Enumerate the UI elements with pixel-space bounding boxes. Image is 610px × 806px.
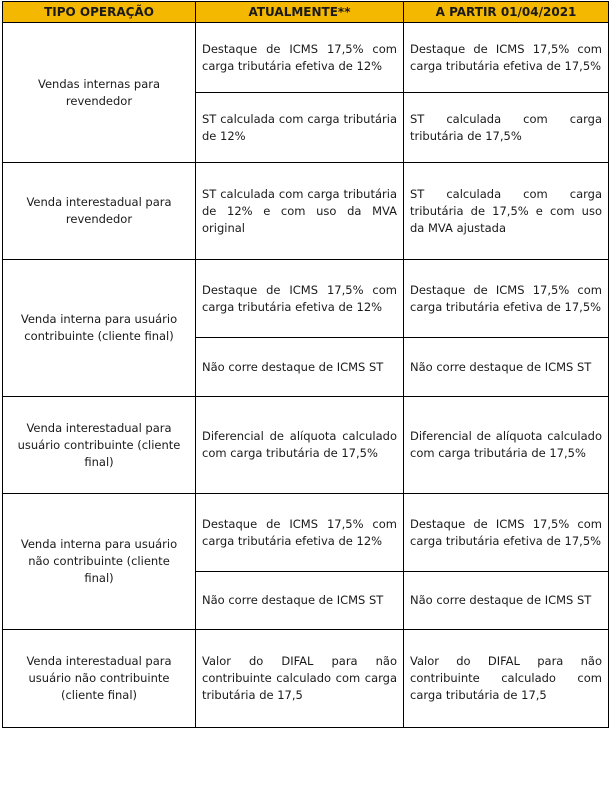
table-row	[3, 23, 609, 93]
table-row	[3, 630, 609, 728]
operation-cell: Vendas internas para revendedor	[3, 23, 196, 163]
new-rule-cell: Não corre destaque de ICMS ST	[404, 572, 609, 630]
icms-comparison-table	[2, 1, 609, 728]
header-row	[3, 2, 609, 23]
new-rule-cell: Destaque de ICMS 17,5% com carga tributária efetiva de 17,5%	[404, 494, 609, 572]
table-row	[3, 494, 609, 572]
current-cell: Valor do DIFAL para não contribuinte calculado com carga tributária de 17,5	[196, 630, 404, 728]
current-cell: Não corre destaque de ICMS ST	[196, 338, 404, 397]
new-rule-cell: Destaque de ICMS 17,5% com carga tributária efetiva de 17,5%	[404, 23, 609, 93]
new-rule-cell: ST calculada com carga tributária de 17,5%	[404, 93, 609, 163]
table-row	[3, 163, 609, 260]
current-cell: ST calculada com carga tributária de 12%	[196, 93, 404, 163]
new-rule-cell: Valor do DIFAL para não contribuinte calculado com carga tributária de 17,5	[404, 630, 609, 728]
operation-cell: Venda interestadual para revendedor	[3, 163, 196, 260]
new-rule-cell: Destaque de ICMS 17,5% com carga tributária efetiva de 17,5%	[404, 260, 609, 338]
new-rule-cell: Diferencial de alíquota calculado com carga tributária de 17,5%	[404, 397, 609, 494]
header-a-partir: A PARTIR 01/04/2021	[404, 2, 609, 23]
current-cell: Destaque de ICMS 17,5% com carga tributária efetiva de 12%	[196, 23, 404, 93]
operation-cell: Venda interestadual para usuário contribuinte (cliente final)	[3, 397, 196, 494]
operation-cell: Venda interna para usuário não contribuinte (cliente final)	[3, 494, 196, 630]
operation-cell: Venda interestadual para usuário não contribuinte (cliente final)	[3, 630, 196, 728]
header-tipo-operacao: TIPO OPERAÇÃO	[3, 2, 196, 23]
new-rule-cell: ST calculada com carga tributária de 17,5% e com uso da MVA ajustada	[404, 163, 609, 260]
current-cell: ST calculada com carga tributária de 12% e com uso da MVA original	[196, 163, 404, 260]
header-atualmente: ATUALMENTE**	[196, 2, 404, 23]
new-rule-cell: Não corre destaque de ICMS ST	[404, 338, 609, 397]
current-cell: Não corre destaque de ICMS ST	[196, 572, 404, 630]
operation-cell: Venda interna para usuário contribuinte (cliente final)	[3, 260, 196, 397]
current-cell: Diferencial de alíquota calculado com carga tributária de 17,5%	[196, 397, 404, 494]
table-row	[3, 397, 609, 494]
table-row	[3, 260, 609, 338]
current-cell: Destaque de ICMS 17,5% com carga tributária efetiva de 12%	[196, 260, 404, 338]
current-cell: Destaque de ICMS 17,5% com carga tributária efetiva de 12%	[196, 494, 404, 572]
